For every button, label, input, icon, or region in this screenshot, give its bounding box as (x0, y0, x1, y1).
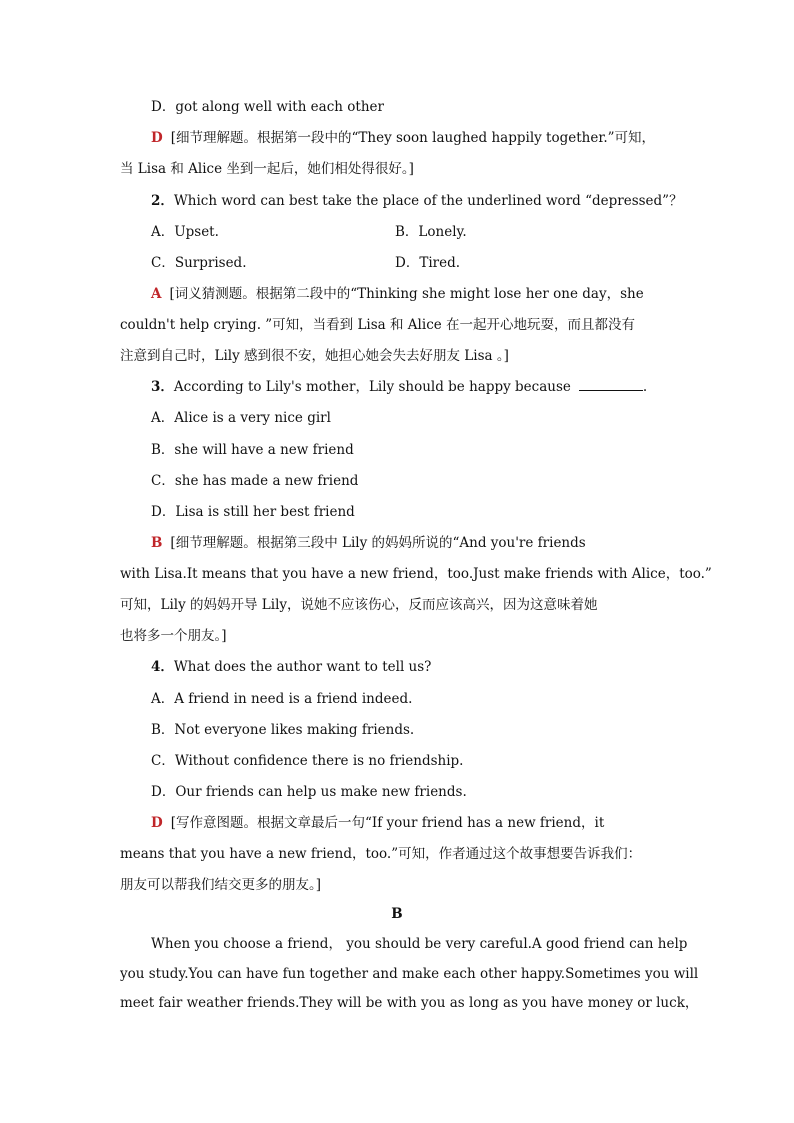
q3-answer-blank (579, 378, 643, 391)
q4-option-a: A．A friend in need is a friend indeed. (151, 691, 413, 707)
section-b-line2: you study.You can have fun together and make each other happy.Sometimes you will (120, 966, 699, 982)
q4-question (151, 658, 711, 676)
q4-option-b: B．Not everyone likes making friends. (151, 722, 415, 738)
q3-explanation-line3: 可知，Lily 的妈妈开导 Lily，说她不应该伤心，反而应该高兴，因为这意味着她 (120, 597, 598, 613)
q2-options-row2 (151, 254, 671, 272)
q2-explanation-line2: couldn't help crying. ”可知，当看到 Lisa 和 Alice 在一起开心地玩耍，而且都没有 (120, 317, 636, 333)
q2-number: 2． (151, 193, 174, 209)
q4-explanation-line2: means that you have a new friend，too.”可知，作者通过这个故事想要告诉我们： (120, 846, 642, 862)
q2-option-c: C．Surprised. (151, 255, 247, 271)
q1-answer (151, 129, 711, 147)
q3-question (151, 378, 711, 396)
q3-question-text: According to Lily's mother，Lily should be happy because (173, 379, 571, 395)
q3-answer (151, 534, 711, 552)
q2-explanation-line3: 注意到自己时，Lily 感到很不安，她担心她会失去好朋友 Lisa 。] (120, 348, 509, 364)
q2-explanation-line1: [词义猜测题。根据第二段中的“Thinking she might lose her one day，she (169, 286, 644, 302)
q4-answer-letter: D (151, 815, 163, 831)
section-b-line3: meet fair weather friends.They will be with you as long as you have money or luck， (120, 995, 699, 1011)
q4-explanation-line1: [写作意图题。根据文章最后一句“If your friend has a new friend，it (170, 815, 605, 831)
q2-option-b: B．Lonely. (395, 224, 467, 240)
q3-question-end: . (642, 379, 648, 395)
q1-explanation-line1: [细节理解题。根据第一段中的“They soon laughed happily together.”可知， (170, 130, 656, 146)
q3-number: 3． (151, 379, 174, 395)
q4-number: 4． (151, 659, 174, 675)
q1-explanation-line2: 当 Lisa 和 Alice 坐到一起后，她们相处得很好。] (120, 161, 414, 177)
q2-option-a: A．Upset. (151, 224, 219, 240)
q3-option-c: C．she has made a new friend (151, 473, 359, 489)
q2-question-text: Which word can best take the place of the underlined word “depressed”？ (173, 193, 683, 209)
q4-explanation-line3: 朋友可以帮我们结交更多的朋友。] (120, 877, 322, 893)
q4-question-text: What does the author want to tell us? (173, 659, 432, 675)
q2-options-row1 (151, 223, 671, 241)
q3-explanation-line2: with Lisa.It means that you have a new friend，too.Just make friends with Alice，too.” (120, 566, 712, 582)
q3-option-d: D．Lisa is still her best friend (151, 504, 355, 520)
q3-answer-letter: B (151, 535, 163, 551)
q1-answer-letter: D (151, 130, 163, 146)
q1-option-d: D．got along well with each other (151, 99, 384, 115)
q3-explanation-line1: [细节理解题。根据第三段中 Lily 的妈妈所说的“And you're friends (170, 535, 586, 551)
q2-answer-letter: A (151, 286, 162, 302)
q4-option-d: D．Our friends can help us make new friends. (151, 784, 467, 800)
q3-explanation-line4: 也将多一个朋友。] (120, 628, 227, 644)
section-b-title: B (391, 906, 403, 922)
q2-question (151, 192, 711, 210)
section-b-line1: When you choose a friend， you should be very careful.A good friend can help (151, 936, 688, 952)
q2-option-d: D．Tired. (395, 255, 461, 271)
q2-answer (151, 285, 711, 303)
q4-option-c: C．Without confidence there is no friendship. (151, 753, 464, 769)
q4-answer (151, 814, 711, 832)
q3-option-b: B．she will have a new friend (151, 442, 354, 458)
q3-option-a: A．Alice is a very nice girl (151, 410, 331, 426)
